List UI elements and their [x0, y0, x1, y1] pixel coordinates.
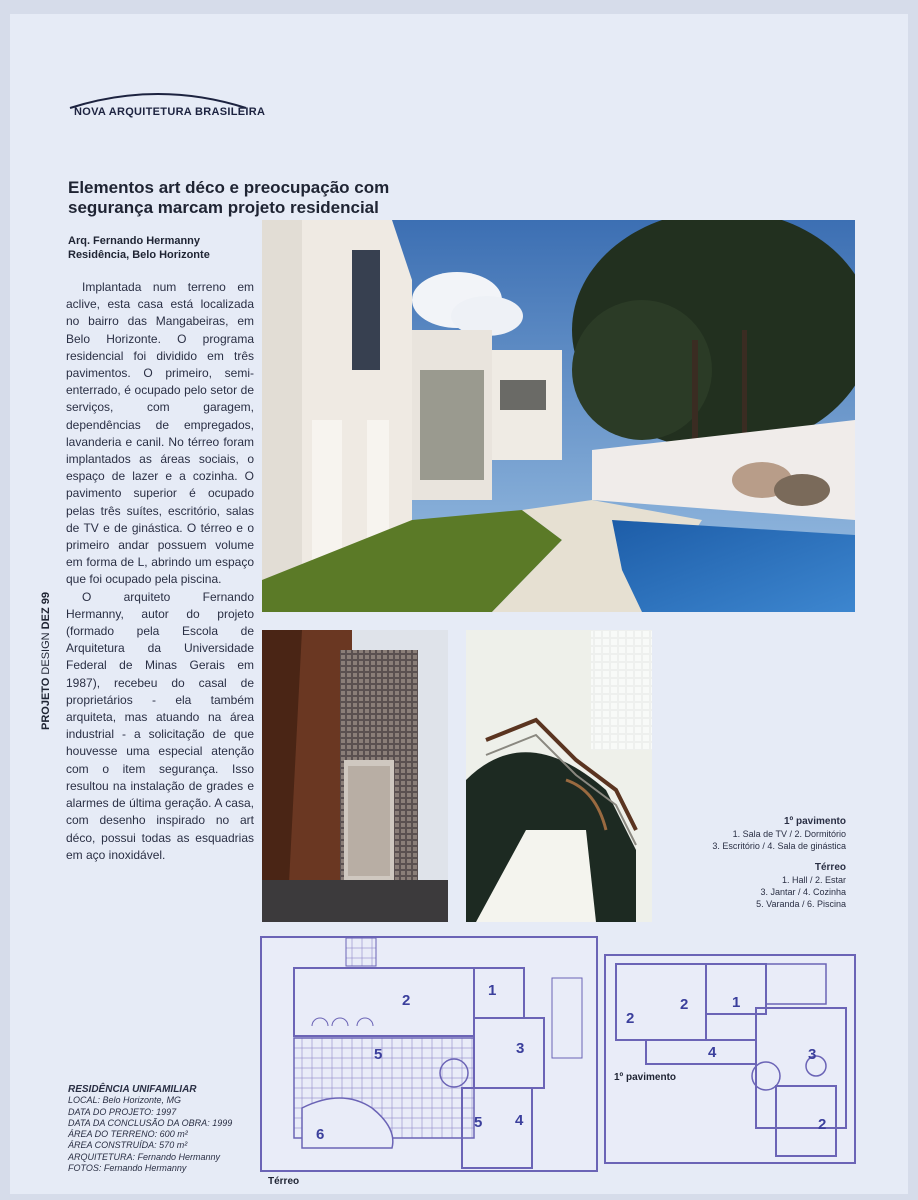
sidebar-magazine-rest: DESIGN	[40, 632, 52, 675]
sidebar-magazine-bold: PROJETO	[40, 677, 52, 730]
section-brand: NOVA ARQUITETURA BRASILEIRA	[74, 106, 266, 118]
exterior-photo	[262, 220, 855, 612]
legend-floor1-line-1: 1. Sala de TV / 2. Dormitório	[732, 829, 846, 839]
project-specs	[68, 1084, 232, 1174]
specs-land-area: ÁREA DO TERRENO: 600 m²	[68, 1129, 188, 1140]
architect-credit: Arq. Fernando Hermanny	[68, 235, 201, 247]
ground-room-3: 3	[516, 1040, 525, 1057]
specs-local: LOCAL: Belo Horizonte, MG	[68, 1095, 182, 1106]
ground-plan-label: Térreo	[268, 1176, 300, 1187]
legend-floor1-line-2: 3. Escritório / 4. Sala de ginástica	[712, 841, 846, 851]
floor1-room-1: 1	[732, 994, 741, 1011]
specs-photos: FOTOS: Fernando Hermanny	[68, 1163, 187, 1174]
article-credits	[68, 234, 210, 262]
floor1-room-4: 4	[708, 1044, 717, 1061]
paragraph-2: O arquiteto Fernando Hermanny, autor do projeto (formado pela Escola de Arquitetura da Universidade Federal de Minas Gerais em 1987), recebeu do casal de proprietários - ela também arquiteta, mas atuando na área industrial - a solicitação de que houvesse uma especial atenção com o item segurança. Isso resultou na instalação de grades e alarmes de última geração. A casa, com desenho inspirado no art déco, possui todas as esquadrias em aço inoxidável.	[66, 589, 254, 862]
legend-ground-line-3: 5. Varanda / 6. Piscina	[756, 899, 846, 909]
floor1-plan-label: 1º pavimento	[614, 1072, 677, 1083]
project-location: Residência, Belo Horizonte	[68, 249, 210, 261]
article-body	[66, 279, 254, 864]
ground-room-1: 1	[488, 982, 497, 999]
plan-legend	[712, 816, 846, 910]
floor1-room-2c: 2	[818, 1116, 827, 1133]
floor1-room-2a: 2	[626, 1010, 635, 1027]
specs-title: RESIDÊNCIA UNIFAMILIAR	[68, 1084, 197, 1095]
legend-ground-title: Térreo	[814, 862, 846, 873]
ground-room-5b: 5	[374, 1046, 383, 1063]
ground-room-5a: 5	[474, 1114, 483, 1131]
specs-project-date: DATA DO PROJETO: 1997	[68, 1106, 177, 1117]
paragraph-1: Implantada num terreno em aclive, esta casa está localizada no bairro das Mangabeiras, em Belo Horizonte. O programa residencial foi dividido em três pavimentos. O primeiro, semi-enterrado, é ocupado pelo setor de serviços, com garagem, dependências de empregados, lavanderia e canil. No térreo foram implantados as áreas sociais, o espaço de lazer e a cozinha. O pavimento superior é ocupado pelas três suítes, escritório, salas de TV e de ginástica. O térreo e o primeiro andar possuem volume em forma de L, abrindo um espaço que foi ocupado pela piscina.	[66, 280, 254, 587]
first-floor-plan	[604, 954, 856, 1164]
magazine-sidebar	[38, 580, 54, 730]
ground-room-4: 4	[515, 1112, 524, 1129]
headline-line-2: segurança marcam projeto residencial	[68, 198, 379, 217]
article-headline	[68, 178, 428, 218]
legend-ground-line-2: 3. Jantar / 4. Cozinha	[760, 887, 846, 897]
staircase-photo	[466, 630, 652, 922]
sidebar-issue: DEZ 99	[40, 592, 52, 630]
specs-architecture: ARQUITETURA: Fernando Hermanny	[68, 1151, 221, 1162]
legend-floor1-title: 1º pavimento	[783, 816, 846, 827]
headline-line-1: Elementos art déco e preocupação com	[68, 178, 390, 197]
entrance-photo	[262, 630, 448, 922]
magazine-page	[10, 14, 908, 1194]
ground-room-6: 6	[316, 1126, 325, 1143]
ground-room-2: 2	[402, 992, 411, 1009]
floor1-room-3: 3	[808, 1046, 817, 1063]
ground-floor-plan	[260, 936, 598, 1172]
specs-completion-date: DATA DA CONCLUSÃO DA OBRA: 1999	[68, 1117, 233, 1128]
specs-built-area: ÁREA CONSTRUÍDA: 570 m²	[68, 1140, 188, 1151]
floor1-room-2b: 2	[680, 996, 689, 1013]
legend-ground-line-1: 1. Hall / 2. Estar	[781, 875, 846, 885]
